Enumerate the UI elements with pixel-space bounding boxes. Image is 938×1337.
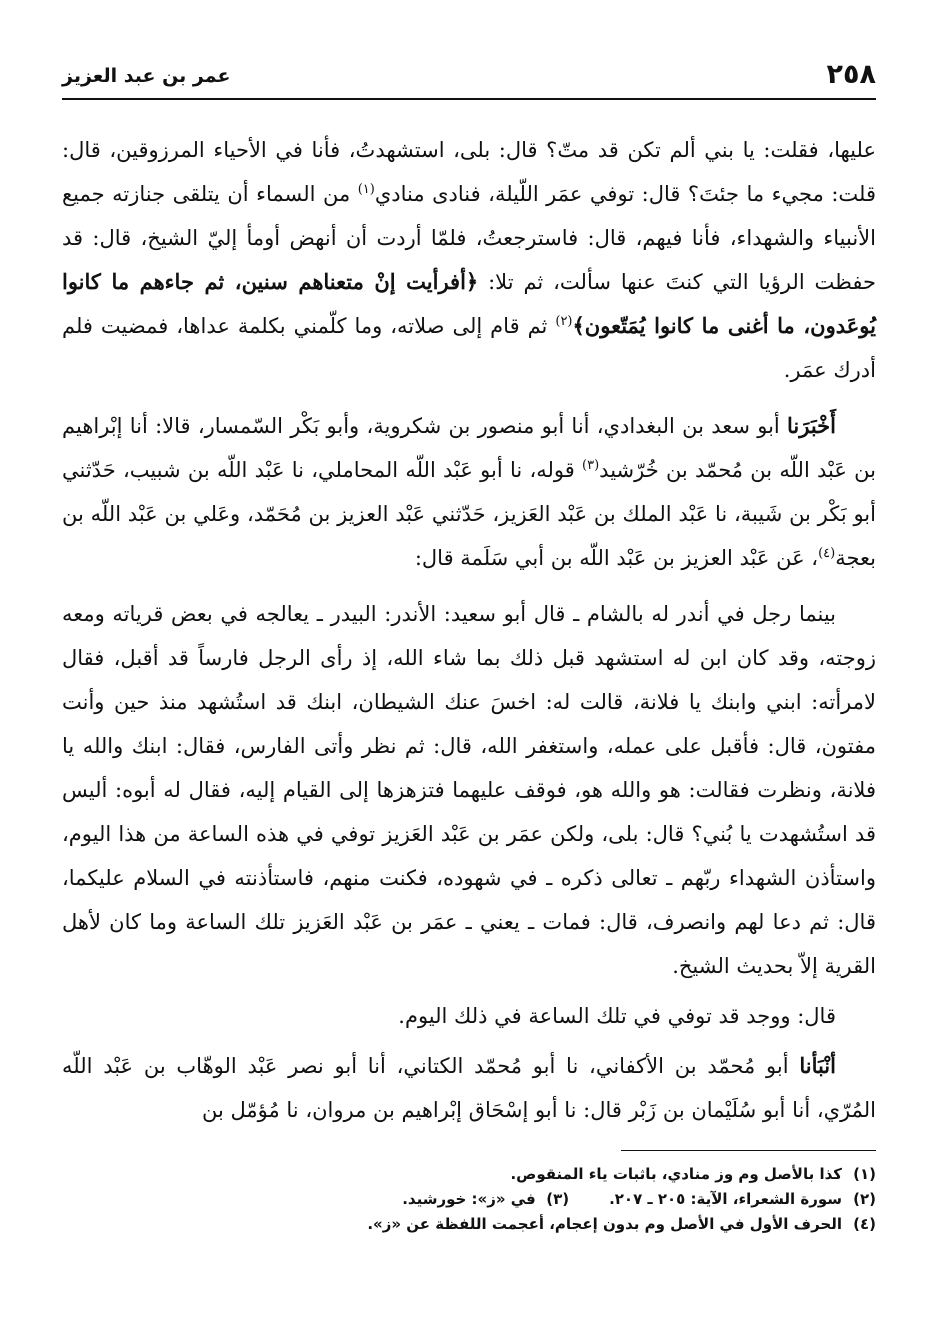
footnote-text: كذا بالأصل وم وز منادي، باثبات ياء المنقوص. [510, 1165, 842, 1183]
footnote-text: في «ز»: خورشيد. [402, 1190, 536, 1208]
running-title: عمر بن عبد العزيز [62, 65, 231, 87]
footnote-1 [62, 1162, 876, 1187]
text-run: ثم قام إلى صلاته، وما كلّمني بكلمة عداها، فمضيت فلم أدرك عمَر. [62, 314, 876, 382]
quran-verse: ﴿أفرأيت إنْ متعناهم سنين، ثم جاءهم ما كانوا يُوعَدون، ما أغنى ما كانوا يُمَتّعون﴾ [62, 269, 876, 338]
footnote-number: (٣) [546, 1190, 570, 1208]
footnote-text: الحرف الأول في الأصل وم بدون إعجام، أعجمت اللفظة عن «ز». [367, 1215, 842, 1233]
paragraph-3: بينما رجل في أندر له بالشام ـ قال أبو سعيد: الأندر: البيدر ـ يعالجه في بعض قرياته ومعه زوجته، وقد كان ابن له استشهد قبل ذلك بما شاء الله، إذ رأى الرجل فارساً قد أقبل، فقال لامرأته: ابني وابنك يا فلانة، قالت له: اخسَ عنك الشيطان، ابنك قد استُشهد منذ حين وأنت مفتون، قال: فأقبل على عمله، واستغفر الله، قال: ثم نظر وأتى الفارس، فقال: ابنك والله يا فلانة، ونظرت فقالت: هو والله هو، فوقف عليهما فتزهزها إلى القيام إليه، فقال له أبوه: أليس قد استُشهدت يا بُني؟ قال: بلى، ولكن عمَر بن عَبْد العَزيز توفي في هذه الساعة من هذا اليوم، واستأذن الشهداء ربّهم ـ تعالى ذكره ـ في شهوده، فكنت منهم، فاستأذنته في السلام عليكما، قال: ثم دعا لهم وانصرف، قال: فمات ـ يعني ـ عمَر بن عَبْد العَزيز تلك الساعة وما كان لأهل القرية إلاّ بحديث الشيخ. [62, 602, 876, 978]
footnote-number: (١) [853, 1165, 876, 1183]
footnote-ref-2: (٢) [555, 314, 573, 329]
paragraph-2 [62, 404, 876, 580]
footnote-2 [62, 1187, 876, 1212]
paragraph-5 [62, 1044, 876, 1132]
isnad-lead-word: أَخْبَرَنا [787, 413, 836, 438]
footnote-4 [62, 1212, 876, 1237]
footnote-number: (٤) [853, 1215, 876, 1233]
text-run: قوله، نا أبو عَبْد اللّه المحاملي، نا عَبْد اللّه بن شبيب، حَدّثني أبو بَكْر بن شَيبة، نا عَبْد الملك بن عَبْد العَزيز، حَدّثني عَبْد العزيز بن مُحَمّد، وعَلي بن عَبْد اللّه بن بعجة [62, 458, 876, 570]
main-text [62, 128, 876, 1138]
page-number: ٢٥٨ [826, 59, 876, 90]
footnote-ref-1: (١) [357, 182, 375, 197]
footnotes [62, 1162, 876, 1237]
footnote-rule [621, 1150, 876, 1151]
paragraph-1 [62, 128, 876, 392]
paragraph-4: قال: ووجد قد توفي في تلك الساعة في ذلك اليوم. [398, 1004, 836, 1028]
text-run: أبو مُحمّد بن الأكفاني، نا أبو مُحمّد الكتاني، أنا أبو نصر عَبْد الوهّاب بن عَبْد اللّه المُرّي، أنا أبو سُلَيْمان بن زَبْر قال: نا أبو إسْحَاق إبْراهيم بن مروان، نا مُؤمّل بن [62, 1054, 876, 1122]
footnote-ref-3: (٣) [582, 458, 600, 473]
text-run: ، عَن عَبْد العزيز بن عَبْد اللّه بن أبي سَلَمة قال: [414, 546, 819, 570]
text-run: من السماء أن يتلقى جنازته جميع الأنبياء والشهداء، فأنا فيهم، قال: فاسترجعتُ، فلمّا أردت أن أنهض أومأ إليّ الشيخ، قال: قد حفظت الرؤيا التي كنتَ عنها سألت، ثم تلا: [62, 182, 877, 294]
page-header [62, 55, 876, 99]
text-run: أبو سعد بن البغدادي، أنا أبو منصور بن شكروية، وأبو بَكْر السّمسار، قالا: أنا إبْراهيم بن عَبْد اللّه بن مُحمّد بن خُرّشيد [62, 414, 876, 482]
text-run: عليها، فقلت: يا بني ألم تكن قد متّ؟ قال: بلى، استشهدتُ، فأنا في الأحياء المرزوقين، قال: قلت: مجيء ما جئتَ؟ قال: توفي عمَر اللّيلة، فنادى منادي [62, 138, 876, 206]
header-rule [62, 98, 876, 100]
footnote-ref-4: (٤) [818, 546, 836, 561]
footnote-text: سورة الشعراء، الآية: ٢٠٥ ـ ٢٠٧. [609, 1190, 842, 1208]
footnote-number: (٢) [853, 1190, 876, 1208]
isnad-lead-word: أنْبَأنا [799, 1053, 836, 1078]
